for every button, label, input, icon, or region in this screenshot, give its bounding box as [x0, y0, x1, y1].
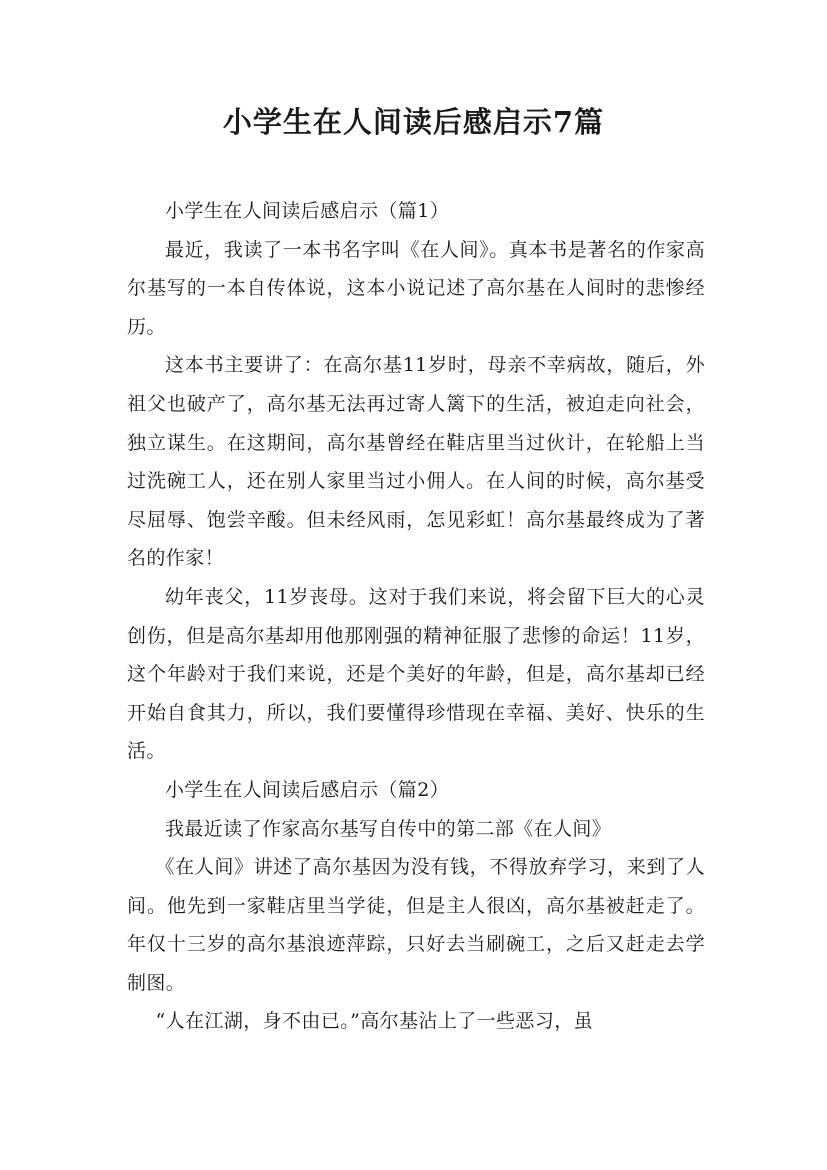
document-body — [127, 192, 705, 1041]
paragraph: 最近，我读了一本书名字叫《在人间》。真本书是著名的作家高尔基写的一本自传体说，这本小说记述了高尔基在人间时的悲惨经历。 — [127, 238, 705, 338]
document-title: 小学生在人间读后感启示7篇 — [222, 105, 605, 139]
paragraph: 《在人间》讲述了高尔基因为没有钱，不得放弃学习，来到了人间。他先到一家鞋店里当学徒，但是主人很凶，高尔基被赶走了。年仅十三岁的高尔基浪迹萍踪，只好去当刷碗工，之后又赶走去学制图。 — [127, 856, 705, 994]
section-heading-1: 小学生在人间读后感启示（篇1） — [165, 200, 450, 222]
paragraph: “人在江湖，身不由已。”高尔基沾上了一些恶习，虽 — [155, 1010, 594, 1033]
section-heading-2: 小学生在人间读后感启示（篇2） — [165, 778, 450, 801]
paragraph: 我最近读了作家高尔基写自传中的第二部《在人间》 — [165, 817, 612, 840]
paragraph: 这本书主要讲了：在高尔基11岁时，母亲不幸病故，随后，外祖父也破产了，高尔基无法再过寄人篱下的生活，被迫走向社会，独立谋生。在这期间，高尔基曾经在鞋店里当过伙计，在轮船上当过洗碗工人，还在别人家里当过小佣人。在人间的时候，高尔基受尽屈辱、饱尝辛酸。但未经风雨，怎见彩虹！高尔基最终成为了著名的作家！ — [127, 354, 705, 570]
paragraph: 幼年丧父，11岁丧母。这对于我们来说，将会留下巨大的心灵创伤，但是高尔基却用他那刚强的精神征服了悲惨的命运！11岁，这个年龄对于我们来说，还是个美好的年龄，但是，高尔基却已经开始自食其力，所以，我们要懂得珍惜现在幸福、美好、快乐的生活。 — [127, 585, 705, 763]
